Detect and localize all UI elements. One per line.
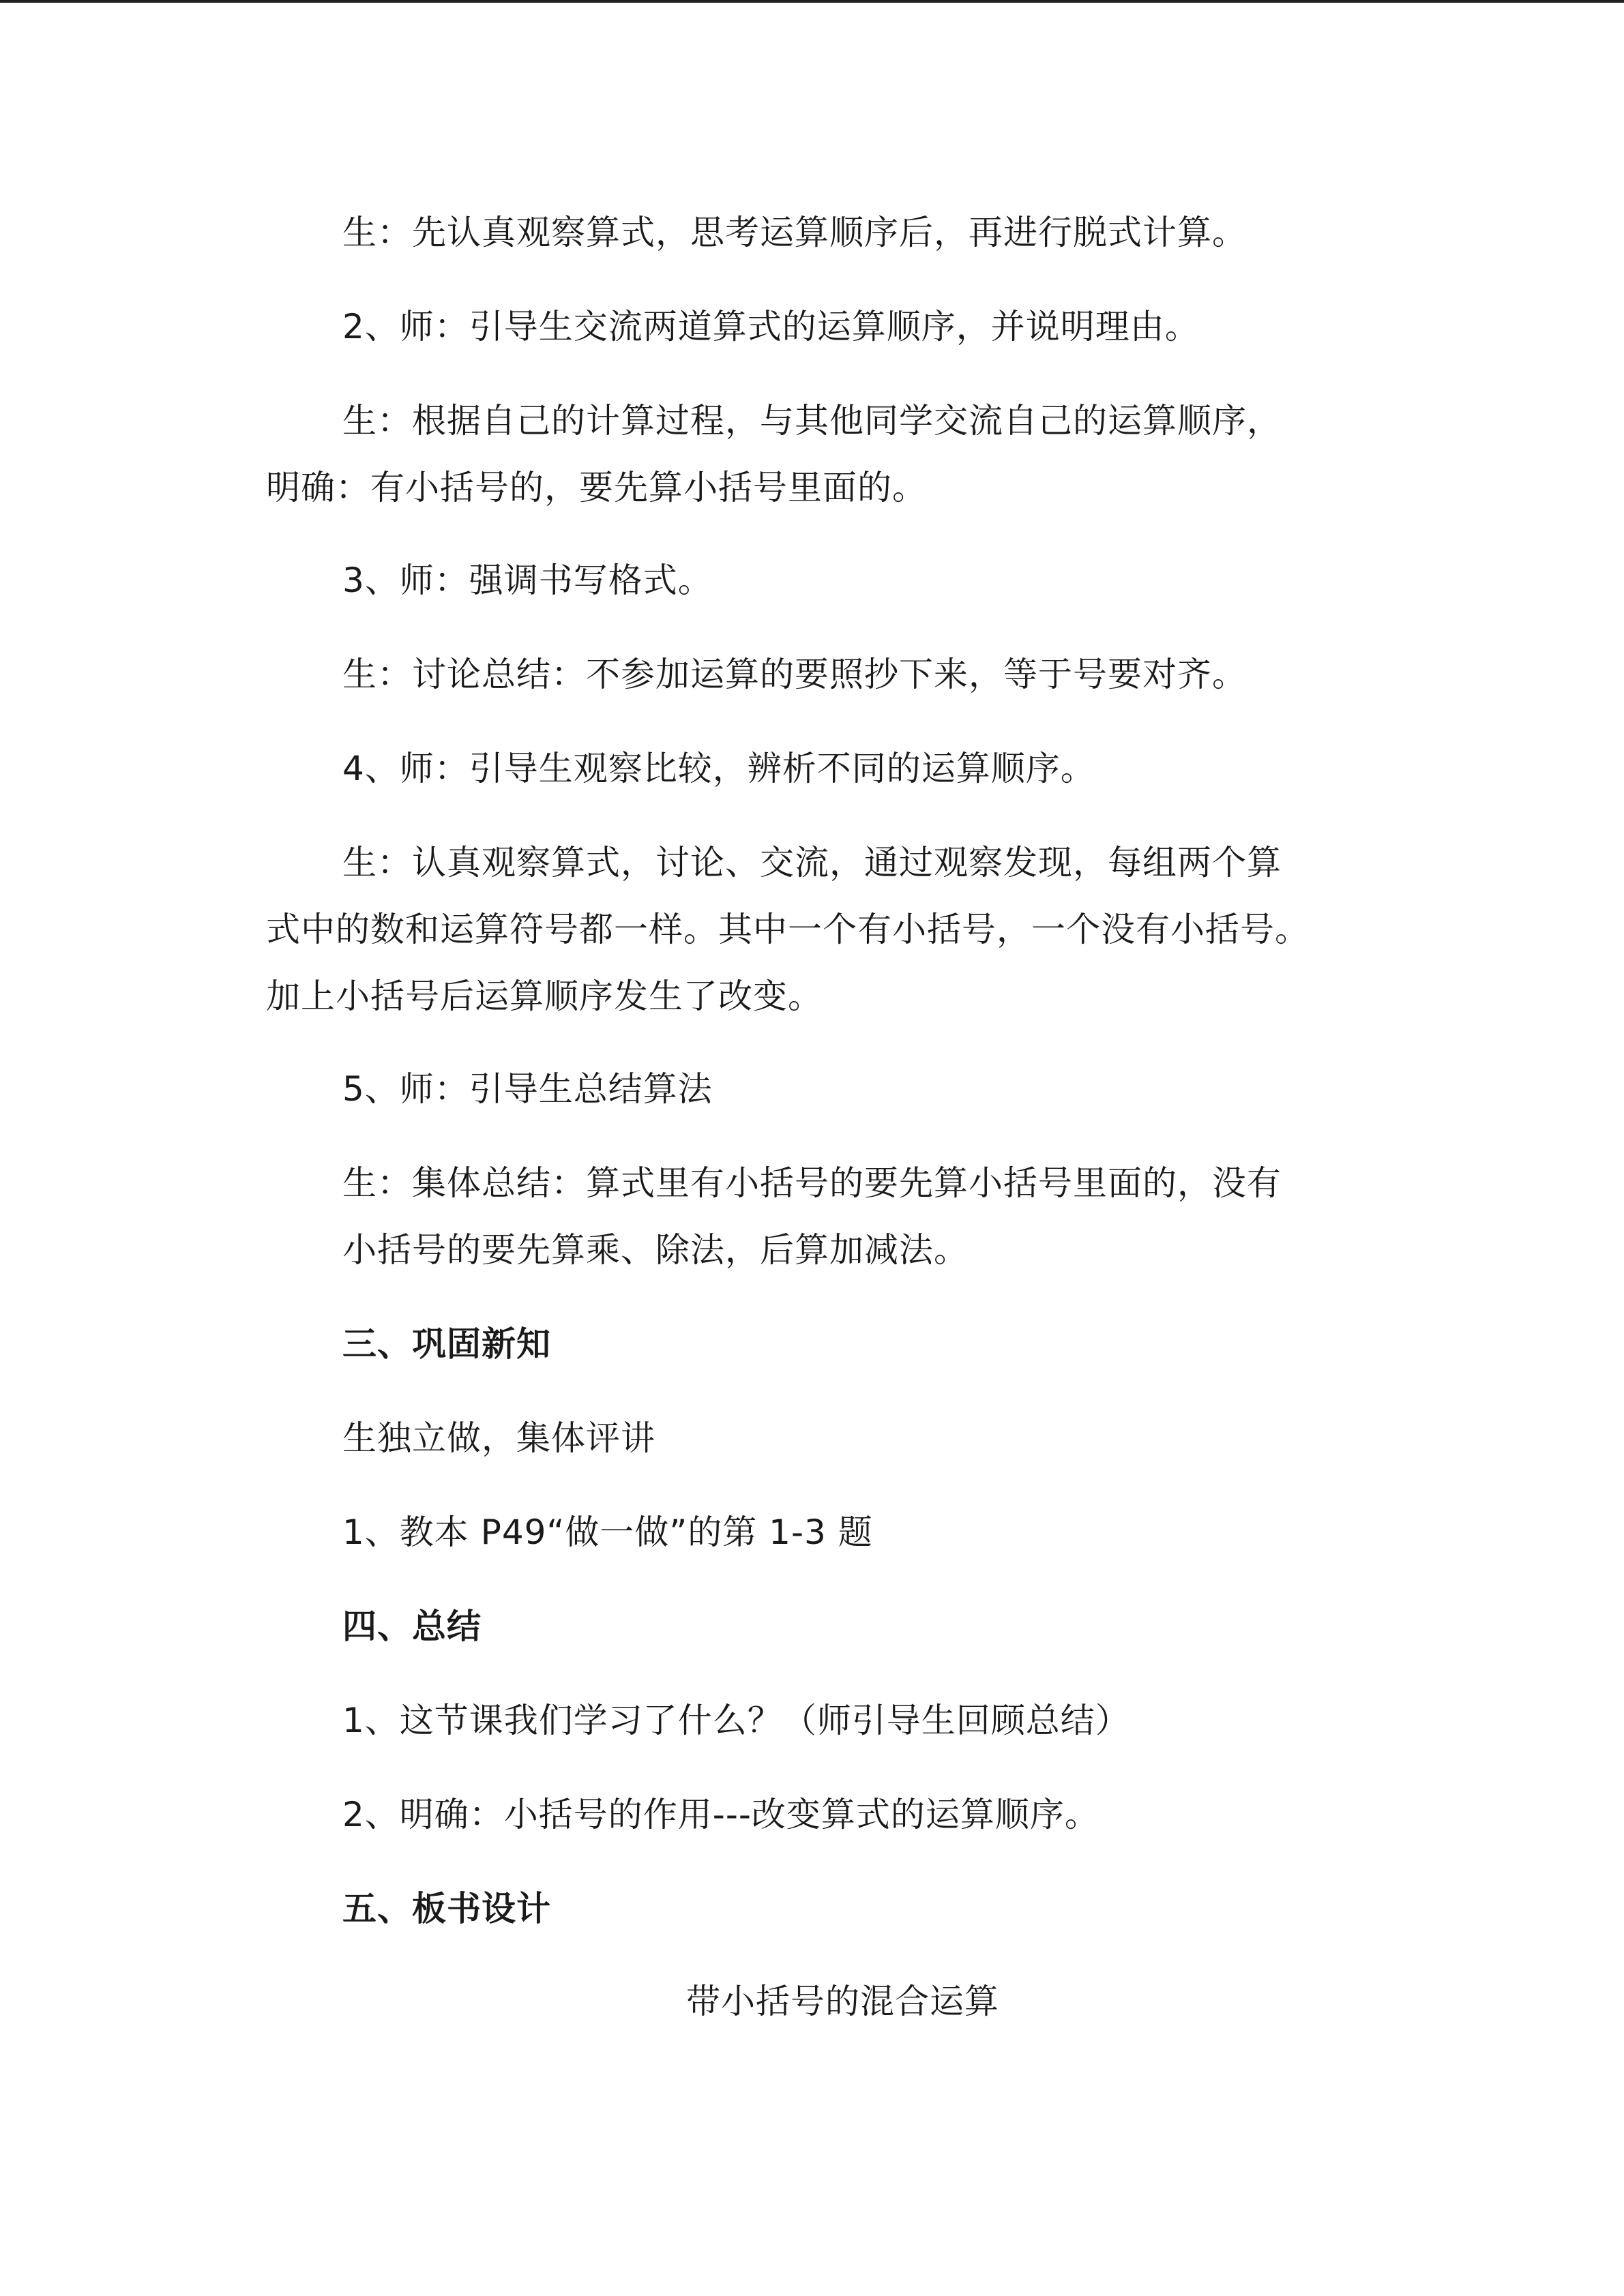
paragraph-step-4: 4、师：引导生观察比较，辨析不同的运算顺序。 (342, 749, 1095, 788)
paragraph-student-exchange-line2: 明确：有小括号的，要先算小括号里面的。 (266, 468, 927, 507)
paragraph-parentheses-role: 2、明确：小括号的作用---改变算式的运算顺序。 (342, 1795, 1099, 1834)
section-heading-consolidate: 三、巩固新知 (342, 1324, 551, 1364)
paragraph-student-compare-line1: 生：认真观察算式，讨论、交流，通过观察发现，每组两个算 (342, 843, 1282, 882)
paragraph-step-3: 3、师：强调书写格式。 (342, 561, 713, 600)
paragraph-student-compare-line2: 式中的数和运算符号都一样。其中一个有小括号，一个没有小括号。 (266, 910, 1310, 949)
paragraph-student-compare-line3: 加上小括号后运算顺序发生了改变。 (266, 976, 823, 1016)
paragraph-student-summary-line1: 生：集体总结：算式里有小括号的要先算小括号里面的，没有 (342, 1163, 1282, 1203)
paragraph-student-discuss: 生：讨论总结：不参加运算的要照抄下来，等于号要对齐。 (342, 655, 1247, 694)
section-heading-board-design: 五、板书设计 (342, 1889, 551, 1928)
board-design-title: 带小括号的混合运算 (686, 1982, 999, 2021)
paragraph-student-exchange-line1: 生：根据自己的计算过程，与其他同学交流自己的运算顺序， (342, 401, 1282, 441)
section-heading-summary: 四、总结 (342, 1607, 482, 1646)
paragraph-review-question: 1、这节课我们学习了什么？（师引导生回顾总结） (342, 1701, 1130, 1740)
paragraph-textbook-exercise: 1、教本 P49“做一做”的第 1-3 题 (342, 1512, 873, 1552)
paragraph-student-summary-line2: 小括号的要先算乘、除法，后算加减法。 (342, 1230, 969, 1270)
paragraph-step-2: 2、师：引导生交流两道算式的运算顺序，并说明理由。 (342, 307, 1200, 346)
paragraph-step-5: 5、师：引导生总结算法 (342, 1069, 713, 1109)
paragraph-student-observe: 生：先认真观察算式，思考运算顺序后，再进行脱式计算。 (342, 213, 1247, 252)
paragraph-independent-work: 生独立做，集体评讲 (342, 1418, 655, 1458)
